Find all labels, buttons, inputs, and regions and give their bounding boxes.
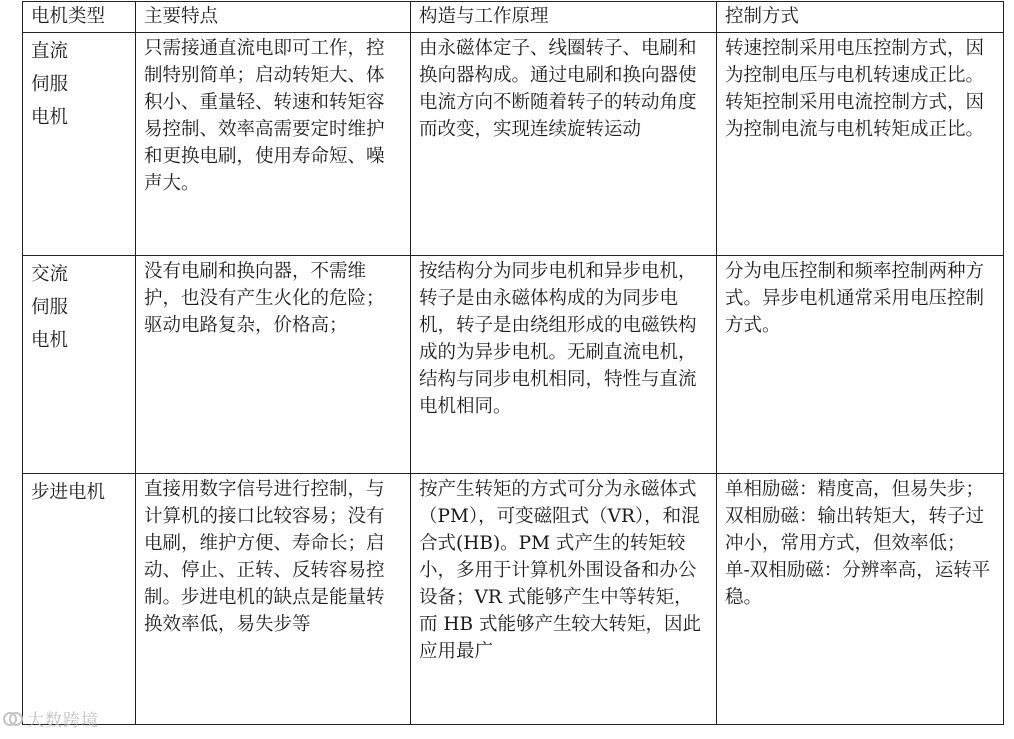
control-line: 转矩控制采用电流控制方式，因为控制电流与电机转矩成正比。 [725, 92, 985, 140]
control-line: 分为电压控制和频率控制两种方式。异步电机通常采用电压控制方式。 [725, 261, 985, 336]
table-row-stepper [23, 474, 1004, 725]
table-row-dc-servo [23, 33, 1004, 256]
principle-cell: 按结构分为同步电机和异步电机，转子是由永磁体构成的为同步电机，转子是由绕组形成的电磁铁构成的为异步电机。无刷直流电机，结构与同步电机相同，特性与直流电机相同。 [411, 256, 717, 474]
watermark-text: 大数跨境 [27, 711, 99, 731]
header-control-method: 控制方式 [717, 2, 1004, 33]
features-cell: 直接用数字信号进行控制，与计算机的接口比较容易；没有电刷，维护方便、寿命长；启动、停止、正转、反转容易控制。步进电机的缺点是能量转换效率低，易失步等 [136, 474, 411, 725]
control-cell [717, 474, 1004, 725]
features-cell: 没有电刷和换向器，不需维护，也没有产生火化的危险；驱动电路复杂，价格高； [136, 256, 411, 474]
control-cell [717, 256, 1004, 474]
motor-type-line: 伺服 [31, 74, 69, 95]
header-motor-type: 电机类型 [23, 2, 136, 33]
motor-comparison-table [22, 1, 1004, 725]
motor-type-cell [23, 474, 136, 725]
control-line: 单-双相励磁：分辨率高，运转平稳。 [725, 560, 991, 608]
header-structure-principle: 构造与工作原理 [411, 2, 717, 33]
principle-cell: 由永磁体定子、线圈转子、电刷和换向器构成。通过电刷和换向器使电流方向不断随着转子的转动角度而改变，实现连续旋转运动 [411, 33, 717, 256]
motor-type-cell [23, 256, 136, 474]
control-line: 单相励磁：精度高，但易失步； [725, 479, 985, 500]
principle-cell: 按产生转矩的方式可分为永磁体式（PM），可变磁阻式（VR），和混合式(HB)。PM 式产生的转矩较小，多用于计算机外围设备和办公设备；VR 式能够产生中等转矩，而 HB 式能够产生较大转矩，因此应用最广 [411, 474, 717, 725]
brand-logo-icon [2, 708, 24, 730]
control-line: 转速控制采用电压控制方式，因为控制电压与电机转速成正比。 [725, 38, 985, 86]
motor-type-line: 交流 [31, 264, 69, 285]
motor-type-line: 步进电机 [31, 482, 106, 503]
table-row-ac-servo [23, 256, 1004, 474]
control-cell [717, 33, 1004, 256]
motor-type-line: 电机 [31, 107, 69, 128]
motor-type-line: 电机 [31, 330, 69, 351]
motor-type-cell [23, 33, 136, 256]
motor-type-line: 直流 [31, 41, 69, 62]
watermark [2, 706, 99, 731]
motor-type-line: 伺服 [31, 297, 69, 318]
table-header-row [23, 2, 1004, 33]
control-line: 双相励磁：输出转矩大，转子过冲小，常用方式，但效率低； [725, 506, 985, 554]
features-cell: 只需接通直流电即可工作，控制特别简单；启动转矩大、体积小、重量轻、转速和转矩容易控制、效率高需要定时维护和更换电刷，使用寿命短、噪声大。 [136, 33, 411, 256]
header-main-features: 主要特点 [136, 2, 411, 33]
